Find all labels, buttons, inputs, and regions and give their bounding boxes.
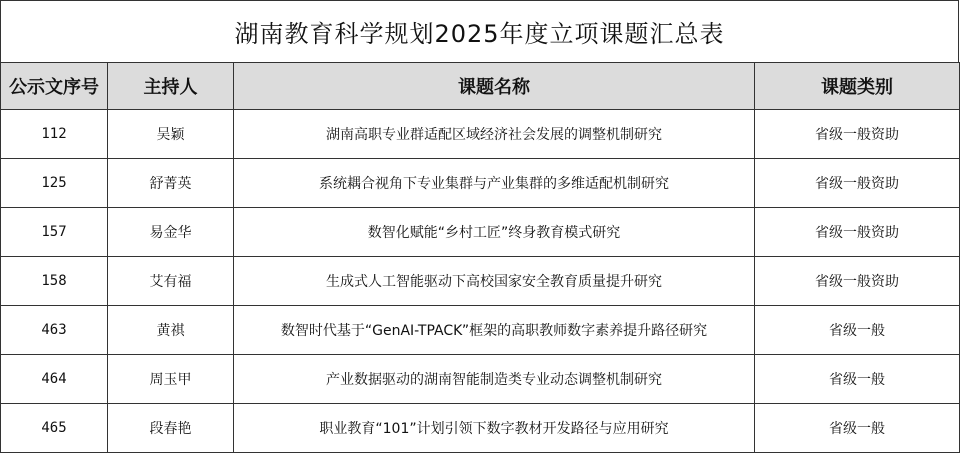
topic-cell: 数智化赋能“乡村工匠”终身教育模式研究 (234, 208, 755, 257)
topic-cell: 系统耦合视角下专业集群与产业集群的多维适配机制研究 (234, 159, 755, 208)
topic-cell: 职业教育“101”计划引领下数字教材开发路径与应用研究 (234, 404, 755, 453)
serial-number-cell: 464 (1, 355, 108, 404)
category-cell: 省级一般资助 (755, 208, 960, 257)
category-cell: 省级一般资助 (755, 257, 960, 306)
header-topic-name: 课题名称 (234, 63, 755, 110)
project-table (0, 62, 960, 453)
serial-number-cell: 463 (1, 306, 108, 355)
category-cell: 省级一般 (755, 355, 960, 404)
topic-cell: 数智时代基于“GenAI-TPACK”框架的高职教师数字素养提升路径研究 (234, 306, 755, 355)
category-cell: 省级一般 (755, 404, 960, 453)
topic-cell: 产业数据驱动的湖南智能制造类专业动态调整机制研究 (234, 355, 755, 404)
host-cell: 易金华 (108, 208, 234, 257)
host-cell: 黄祺 (108, 306, 234, 355)
serial-number-cell: 465 (1, 404, 108, 453)
header-host: 主持人 (108, 63, 234, 110)
category-cell: 省级一般资助 (755, 159, 960, 208)
table-row (1, 404, 960, 453)
host-cell: 周玉甲 (108, 355, 234, 404)
host-cell: 段春艳 (108, 404, 234, 453)
category-cell: 省级一般资助 (755, 110, 960, 159)
host-cell: 艾有福 (108, 257, 234, 306)
table-row (1, 159, 960, 208)
topic-cell: 湖南高职专业群适配区域经济社会发展的调整机制研究 (234, 110, 755, 159)
table-row (1, 110, 960, 159)
host-cell: 吴颖 (108, 110, 234, 159)
serial-number-cell: 158 (1, 257, 108, 306)
header-topic-category: 课题类别 (755, 63, 960, 110)
table-row (1, 306, 960, 355)
table-row (1, 208, 960, 257)
serial-number-cell: 112 (1, 110, 108, 159)
header-row (1, 63, 960, 110)
table-row (1, 257, 960, 306)
category-cell: 省级一般 (755, 306, 960, 355)
topic-cell: 生成式人工智能驱动下高校国家安全教育质量提升研究 (234, 257, 755, 306)
host-cell: 舒菁英 (108, 159, 234, 208)
header-serial-number: 公示文序号 (1, 63, 108, 110)
table-row (1, 355, 960, 404)
serial-number-cell: 157 (1, 208, 108, 257)
serial-number-cell: 125 (1, 159, 108, 208)
sheet-title: 湖南教育科学规划2025年度立项课题汇总表 (0, 0, 959, 62)
